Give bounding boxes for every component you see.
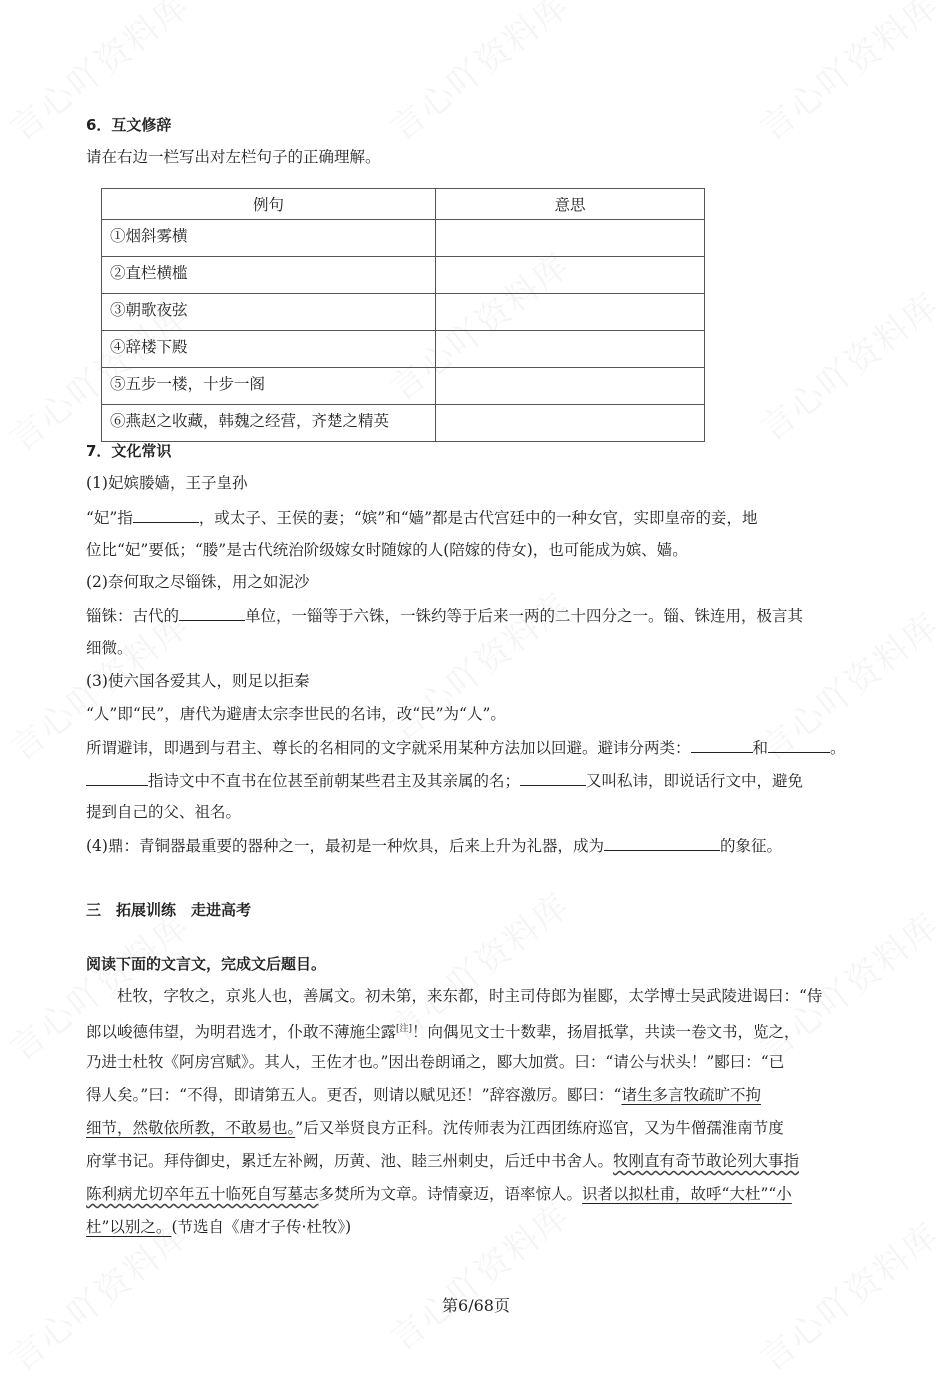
example-cell: ⑥燕赵之收藏，韩魏之经营，齐楚之精英 xyxy=(102,405,436,442)
passage-text: 得人矣。”曰：“不得，即请第五人。更否，则请以赋见还！”辞容激厉。郾曰：“ xyxy=(86,1086,622,1104)
table-header-example: 例句 xyxy=(102,189,436,220)
q3-line4: 提到自己的父、祖名。 xyxy=(86,803,242,821)
underlined-sentence: 细节，然敬依所教，不敢易也。 xyxy=(86,1119,296,1137)
passage-line xyxy=(86,1183,792,1205)
passage-line xyxy=(86,1084,761,1106)
footnote-marker: [注] xyxy=(396,1024,413,1034)
q4-text: (4)鼎：青铜器最重要的器种之一，最初是一种炊具，后来上升为礼器，成为 xyxy=(86,837,604,855)
table-row xyxy=(102,331,705,368)
q4-text: 的象征。 xyxy=(719,837,782,855)
q2-line1 xyxy=(86,604,803,627)
answer-blank[interactable] xyxy=(691,736,753,753)
q2-text: 锱铢：古代的 xyxy=(86,607,180,625)
section6-instruction: 请在右边一栏写出对左栏句子的正确理解。 xyxy=(86,148,381,166)
table-row xyxy=(102,368,705,405)
passage-line xyxy=(86,1117,784,1139)
page-number: 第6/68页 xyxy=(442,1296,510,1315)
table-row xyxy=(102,405,705,442)
answer-blank[interactable] xyxy=(179,604,245,621)
section3-title: 三 拓展训练 走进高考 xyxy=(86,901,252,919)
section6-title: 6．互文修辞 xyxy=(86,116,172,134)
meaning-cell[interactable] xyxy=(436,368,705,405)
watermark-text xyxy=(378,1189,578,1361)
section7-title: 7．文化常识 xyxy=(86,442,172,460)
passage-line xyxy=(86,1018,800,1043)
example-cell: ①烟斜雾横 xyxy=(102,220,436,257)
passage-text: 多焚所为文章。诗情豪迈，语率惊人。 xyxy=(318,1185,583,1203)
passage-line xyxy=(86,1150,799,1172)
example-cell: ②直栏横槛 xyxy=(102,257,436,294)
meaning-cell[interactable] xyxy=(436,405,705,442)
example-cell: ⑤五步一楼，十步一阁 xyxy=(102,368,436,405)
q1-line2: 位比“妃”要低；“媵”是古代统治阶级嫁女时随嫁的人(陪嫁的侍女)，也可能成为嫔、嫱。 xyxy=(86,541,688,559)
q2-text: 单位，一锱等于六铢，一铢约等于后来一两的二十四分之一。锱、铢连用，极言其 xyxy=(245,607,804,625)
passage-text: 府掌书记。拜侍御史，累迁左补阙，历黄、池、睦三州刺史，后迁中书舍人。 xyxy=(86,1152,614,1170)
answer-blank[interactable] xyxy=(768,736,830,753)
answer-blank[interactable] xyxy=(133,506,199,523)
table-row xyxy=(102,257,705,294)
watermark-text xyxy=(378,0,578,150)
wavy-underlined-sentence: 牧刚直有奇节敢论列大事指 xyxy=(613,1152,800,1170)
q3-text: 。 xyxy=(830,739,846,757)
q3-text: 所谓避讳，即遇到与君主、尊长的名相同的文字就采用某种方法加以回避。避讳分两类： xyxy=(86,739,691,757)
example-cell: ③朝歌夜弦 xyxy=(102,294,436,331)
meaning-cell[interactable] xyxy=(436,257,705,294)
underlined-sentence: 识者以拟杜甫，故呼“大杜”“小 xyxy=(582,1185,792,1203)
table-header-meaning: 意思 xyxy=(436,189,705,220)
q3-line3 xyxy=(86,769,803,792)
watermark-text xyxy=(748,0,948,150)
q4-line xyxy=(86,834,782,857)
table-row xyxy=(102,294,705,331)
answer-blank[interactable] xyxy=(86,769,148,786)
q3-text: 和 xyxy=(752,739,769,757)
source-citation: (节选自《唐才子传·杜牧》) xyxy=(171,1218,352,1236)
passage-text: 郎以峻德伟望，为明君选才，仆敢不薄施尘露 xyxy=(86,1023,397,1042)
reading-instruction: 阅读下面的文言文，完成文后题目。 xyxy=(86,955,327,973)
q3-line2 xyxy=(86,736,846,759)
wavy-underlined-sentence: 陈利病尤切卒年五十临死自写墓志 xyxy=(86,1185,319,1203)
answer-blank[interactable] xyxy=(520,769,586,786)
q1-title: (1)妃嫔媵嫱，王子皇孙 xyxy=(86,474,248,492)
table-header-row xyxy=(102,189,705,220)
watermark-text xyxy=(748,279,948,451)
q1-line1 xyxy=(86,506,758,529)
q1-text: “妃”指 xyxy=(86,509,133,527)
example-cell: ④辞楼下殿 xyxy=(102,331,436,368)
meaning-cell[interactable] xyxy=(436,331,705,368)
q1-text: ，或太子、王侯的妻；“嫔”和“嫱”都是古代宫廷中的一种女官，实即皇帝的妾，地 xyxy=(198,509,758,527)
passage-text: ！向偶见文士十数辈，扬眉抵掌，共读一卷文书，览之， xyxy=(412,1023,800,1042)
q3-text: 指诗文中不直书在位甚至前朝某些君主及其亲属的名； xyxy=(148,772,521,790)
q2-line2: 细微。 xyxy=(86,639,133,657)
q3-line1: “人”即“民”，唐代为避唐太宗李世民的名讳，改“民”为“人”。 xyxy=(86,705,506,723)
underlined-sentence: 杜”以别之。 xyxy=(86,1218,172,1236)
q3-text: 又叫私讳，即说话行文中，避免 xyxy=(586,772,804,790)
passage-text: ”后又举贤良方正科。沈传师表为江西团练府巡官，又为牛僧孺淮南节度 xyxy=(295,1119,784,1137)
passage-line xyxy=(86,1216,351,1238)
table-row xyxy=(102,220,705,257)
answer-blank[interactable] xyxy=(604,834,720,851)
meaning-cell[interactable] xyxy=(436,220,705,257)
passage-line: 乃进士杜牧《阿房宫赋》。其人，王佐才也。”因出卷朗诵之，郾大加赏。曰：“请公与状头！”郾曰：“已 xyxy=(86,1053,785,1071)
rhetoric-table xyxy=(101,188,705,442)
passage-line: 杜牧，字牧之，京兆人也，善属文。初未第，来东都，时主司侍郎为崔郾，太学博士吴武陵进谒曰：“侍 xyxy=(86,987,823,1005)
underlined-sentence: 诸生多言牧疏旷不拘 xyxy=(621,1086,761,1104)
meaning-cell[interactable] xyxy=(436,294,705,331)
q2-title: (2)奈何取之尽锱铢，用之如泥沙 xyxy=(86,573,310,591)
q3-title: (3)使六国各爱其人，则足以拒秦 xyxy=(86,672,310,690)
